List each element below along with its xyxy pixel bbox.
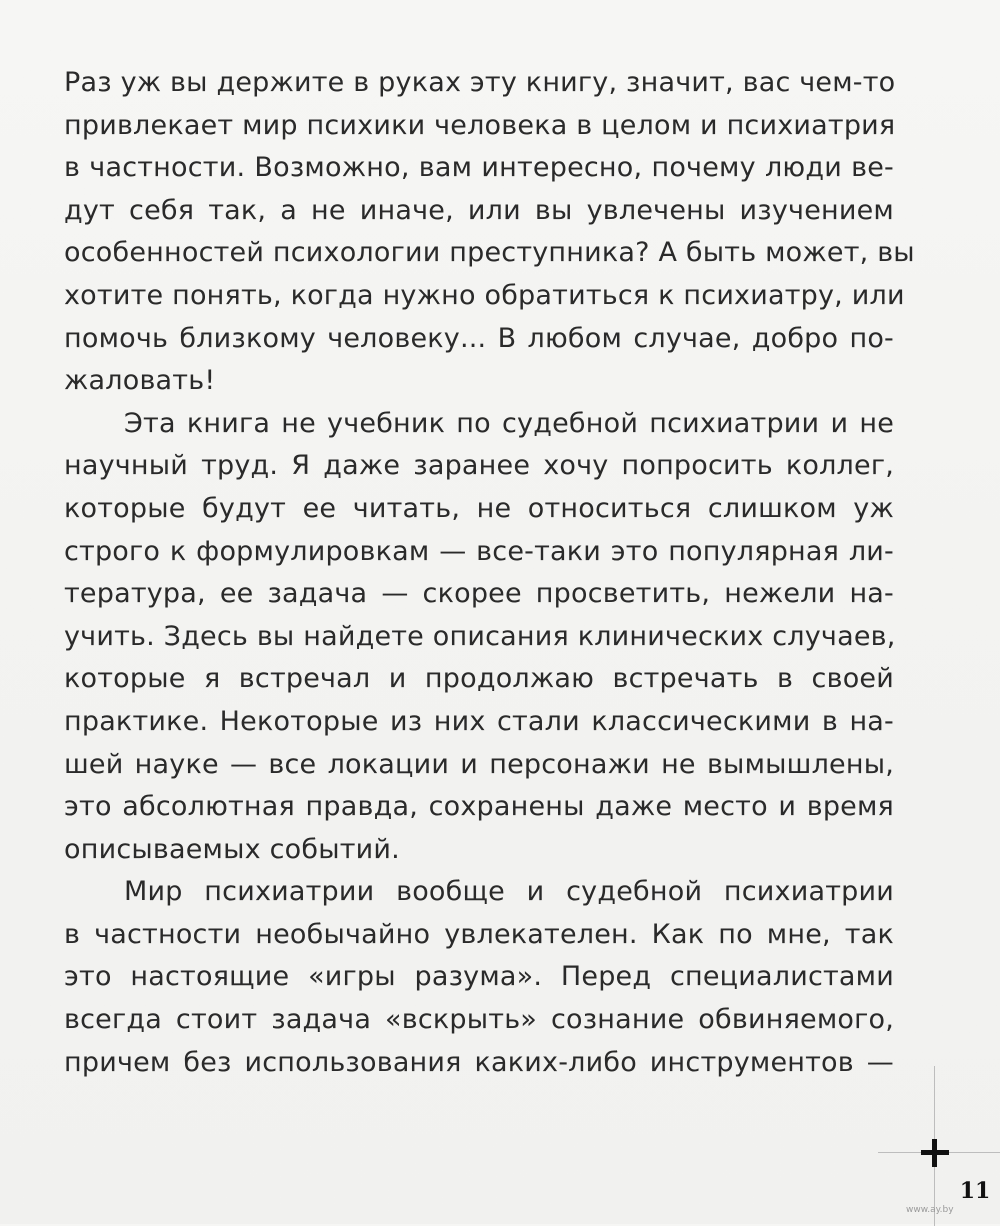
text-line: помочь близкому человеку... В любом случае, добро по- xyxy=(64,322,894,354)
plus-icon xyxy=(915,1133,955,1173)
text-line: всегда стоит задача «вскрыть» сознание обвиняемого, xyxy=(64,1004,894,1036)
text-line: Мир психиатрии вообще и судебной психиатрии xyxy=(124,876,894,908)
text-line: хотите понять, когда нужно обратиться к психиатру, или xyxy=(64,279,905,311)
text-line: практике. Некоторые из них стали классическими в на- xyxy=(64,705,894,737)
body-text xyxy=(64,62,915,1084)
paragraph-3 xyxy=(64,871,894,1084)
text-line: учить. Здесь вы найдете описания клинических случаев, xyxy=(64,620,896,652)
text-line: причем без использования каких-либо инструментов — xyxy=(64,1046,894,1078)
text-line: строго к формулировкам — все-таки это популярная ли- xyxy=(64,535,894,567)
text-line: которые будут ее читать, не относиться слишком уж xyxy=(64,492,894,524)
text-line: которые я встречал и продолжаю встречать в своей xyxy=(64,663,894,695)
text-line: дут себя так, а не иначе, или вы увлечены изучением xyxy=(64,194,894,226)
text-line: Эта книга не учебник по судебной психиатрии и не xyxy=(124,407,894,439)
watermark: www.ay.by xyxy=(906,1205,954,1215)
text-line: это абсолютная правда, сохранены даже место и время xyxy=(64,791,894,823)
text-line: шей науке — все локации и персонажи не вымышлены, xyxy=(64,748,894,780)
text-line: тература, ее задача — скорее просветить, нежели на- xyxy=(64,578,894,610)
text-line: научный труд. Я даже заранее хочу попросить коллег, xyxy=(64,450,894,482)
paragraph-2 xyxy=(64,403,894,872)
text-line: жаловать! xyxy=(64,365,216,397)
text-line: в частности. Возможно, вам интересно, почему люди ве- xyxy=(64,152,894,184)
paragraph-1 xyxy=(64,62,915,403)
text-line: привлекает мир психики человека в целом и психиатрия xyxy=(64,109,896,141)
text-line: Раз уж вы держите в руках эту книгу, значит, вас чем-то xyxy=(64,67,896,98)
page-number: 11 xyxy=(959,1178,991,1204)
text-line: это настоящие «игры разума». Перед специалистами xyxy=(64,961,894,993)
text-line: в частности необычайно увлекателен. Как по мне, так xyxy=(64,918,894,950)
text-line: особенностей психологии преступника? А быть может, вы xyxy=(64,237,915,269)
text-line: описываемых событий. xyxy=(64,833,400,865)
